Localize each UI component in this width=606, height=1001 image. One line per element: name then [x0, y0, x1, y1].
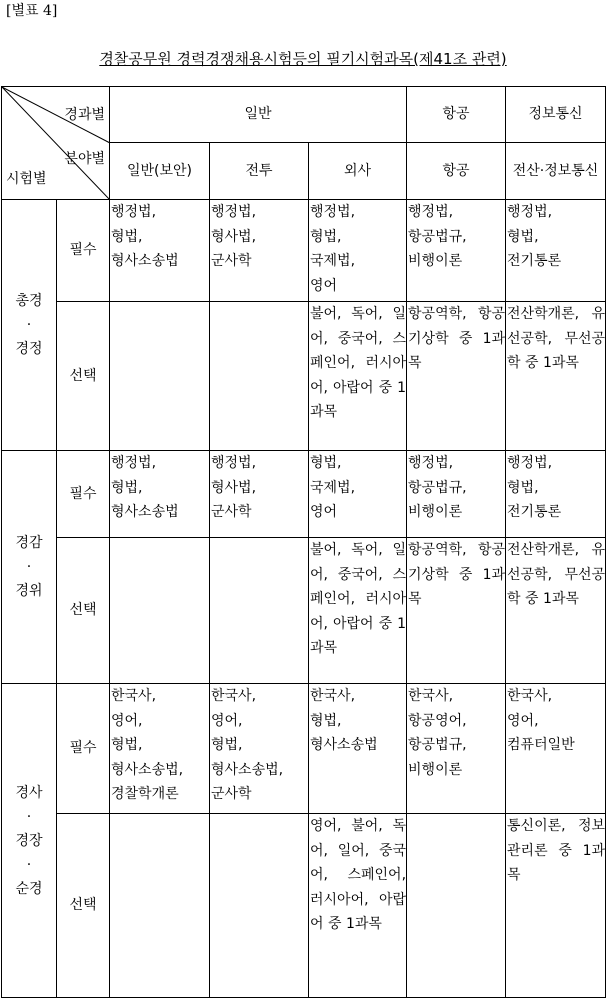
subject-line: 행정법, [211, 204, 257, 220]
subject-line: 행정법, [310, 204, 356, 220]
elective-subjects-cell [210, 538, 309, 684]
subject-line: 형법, [211, 737, 243, 753]
field-header: 전투 [210, 143, 309, 200]
field-header: 일반(보안) [110, 143, 210, 200]
elective-subjects-cell: 전산학개론, 유선공학, 무선공학 중 1과목 [506, 302, 606, 451]
section-name-part: 경사 [15, 784, 43, 801]
subject-line: 형법, [310, 228, 342, 245]
subject-line: 행정법, [408, 204, 454, 220]
elective-label: 선택 [57, 814, 110, 998]
subject-line: 형법, [111, 479, 143, 496]
subject-line: 형사소송법 [111, 253, 179, 269]
subject-line: 전기통론 [507, 253, 562, 269]
elective-subjects-cell [110, 538, 210, 684]
subject-line: 영어, [507, 712, 539, 729]
subject-line: 군사학 [211, 253, 252, 269]
section-name-part: 경감 [15, 535, 43, 551]
subject-line: 군사학 [211, 786, 252, 802]
elective-label: 선택 [57, 302, 110, 451]
subject-line: 형법, [310, 455, 342, 471]
group-header-general: 일반 [110, 87, 407, 143]
separator-dot: · [26, 559, 32, 575]
subject-line: 행정법, [211, 455, 257, 471]
required-subjects-cell [210, 200, 309, 302]
required-label: 필수 [57, 451, 110, 538]
elective-subjects-cell [210, 814, 309, 998]
page-title: 경찰공무원 경력경쟁채용시험등의 필기시험과목(제41조 관련) [99, 50, 507, 68]
required-subjects-cell [210, 451, 309, 538]
subject-line: 영어 [310, 504, 338, 520]
required-subjects-cell [309, 200, 407, 302]
section-name-part: 순경 [15, 880, 43, 897]
required-subjects-cell [309, 684, 407, 814]
separator-dot: · [26, 808, 32, 825]
elective-subjects-cell: 통신이론, 정보관리론 중 1과목 [506, 814, 606, 998]
required-subjects-cell [110, 451, 210, 538]
elective-subjects-cell [110, 302, 210, 451]
subject-line: 형법, [111, 737, 143, 753]
subject-line: 항공영어, [408, 712, 467, 729]
group-header-telecom: 정보통신 [506, 87, 606, 143]
elective-label: 선택 [57, 538, 110, 684]
subject-line: 영어, [111, 712, 143, 729]
elective-subjects-cell: 불어, 독어, 일어, 중국어, 스페인어, 러시아어, 아랍어 중 1과목 [309, 538, 407, 684]
separator-dot: · [26, 317, 32, 333]
subject-line: 항공법규, [408, 228, 467, 245]
required-subjects-cell [407, 684, 506, 814]
section-name [2, 684, 57, 998]
elective-subjects-cell [210, 302, 309, 451]
subject-line: 형법, [507, 228, 539, 245]
subject-line: 한국사, [408, 688, 454, 704]
subject-line: 비행이론 [408, 504, 463, 520]
subject-line: 행정법, [111, 455, 157, 471]
subject-line: 군사학 [211, 504, 252, 520]
subject-line: 컴퓨터일반 [507, 737, 575, 753]
required-subjects-cell [506, 200, 606, 302]
subject-line: 한국사, [507, 688, 553, 704]
section-name-part: 총경 [15, 293, 43, 309]
required-subjects-cell [309, 451, 407, 538]
subject-line: 행정법, [507, 455, 553, 471]
elective-subjects-cell: 불어, 독어, 일어, 중국어, 스페인어, 러시아어, 아랍어 중 1과목 [309, 302, 407, 451]
field-header: 항공 [407, 143, 506, 200]
elective-subjects-cell [407, 814, 506, 998]
exam-subjects-table [1, 86, 606, 998]
section-name [2, 451, 57, 684]
annex-label: [별표 4] [6, 3, 58, 19]
subject-line: 한국사, [111, 688, 157, 704]
group-header-aviation: 항공 [407, 87, 506, 143]
section-name-part: 경장 [15, 832, 43, 849]
required-label: 필수 [57, 200, 110, 302]
field-header: 외사 [309, 143, 407, 200]
subject-line: 한국사, [211, 688, 257, 704]
subject-line: 국제법, [310, 253, 356, 269]
subject-line: 형법, [507, 479, 539, 496]
section-name-part: 경위 [15, 583, 43, 599]
separator-dot: · [26, 856, 32, 873]
subject-line: 전기통론 [507, 504, 562, 520]
subject-line: 영어, [211, 712, 243, 729]
subject-line: 형사소송법, [211, 761, 284, 778]
elective-subjects-cell [110, 814, 210, 998]
subject-line: 형법, [111, 228, 143, 245]
section-name-part: 경정 [15, 341, 43, 357]
subject-line: 형사법, [211, 479, 257, 496]
required-subjects-cell [506, 684, 606, 814]
subject-line: 비행이론 [408, 253, 463, 269]
subject-line: 형사소송법 [310, 737, 378, 753]
corner-header [2, 87, 110, 200]
subject-line: 한국사, [310, 688, 356, 704]
subject-line: 형사소송법, [111, 761, 184, 778]
elective-subjects-cell: 항공역학, 항공기상학 중 1과목 [407, 302, 506, 451]
required-subjects-cell [407, 451, 506, 538]
corner-label-track: 경과별 [64, 107, 105, 123]
subject-line: 행정법, [111, 204, 157, 220]
required-subjects-cell [407, 200, 506, 302]
elective-subjects-cell: 전산학개론, 유선공학, 무선공학 중 1과목 [506, 538, 606, 684]
subject-line: 경찰학개론 [111, 786, 179, 802]
subject-line: 형사법, [211, 228, 257, 245]
required-subjects-cell [110, 684, 210, 814]
corner-label-field: 분야별 [64, 151, 105, 167]
subject-line: 항공법규, [408, 737, 467, 753]
section-name [2, 200, 57, 451]
subject-line: 형법, [310, 712, 342, 729]
subject-line: 항공법규, [408, 479, 467, 496]
subject-line: 비행이론 [408, 761, 463, 778]
required-subjects-cell [506, 451, 606, 538]
subject-line: 행정법, [408, 455, 454, 471]
elective-subjects-cell: 항공역학, 항공기상학 중 1과목 [407, 538, 506, 684]
field-header: 전산·정보통신 [506, 143, 606, 200]
subject-line: 국제법, [310, 479, 356, 496]
subject-line: 행정법, [507, 204, 553, 220]
subject-line: 영어 [310, 277, 338, 294]
subject-line: 형사소송법 [111, 504, 179, 520]
required-subjects-cell [110, 200, 210, 302]
required-label: 필수 [57, 684, 110, 814]
elective-subjects-cell: 영어, 불어, 독어, 일어, 중국어, 스페인어, 러시아어, 아랍어 중 1과목 [309, 814, 407, 998]
corner-label-exam: 시험별 [6, 170, 47, 187]
required-subjects-cell [210, 684, 309, 814]
